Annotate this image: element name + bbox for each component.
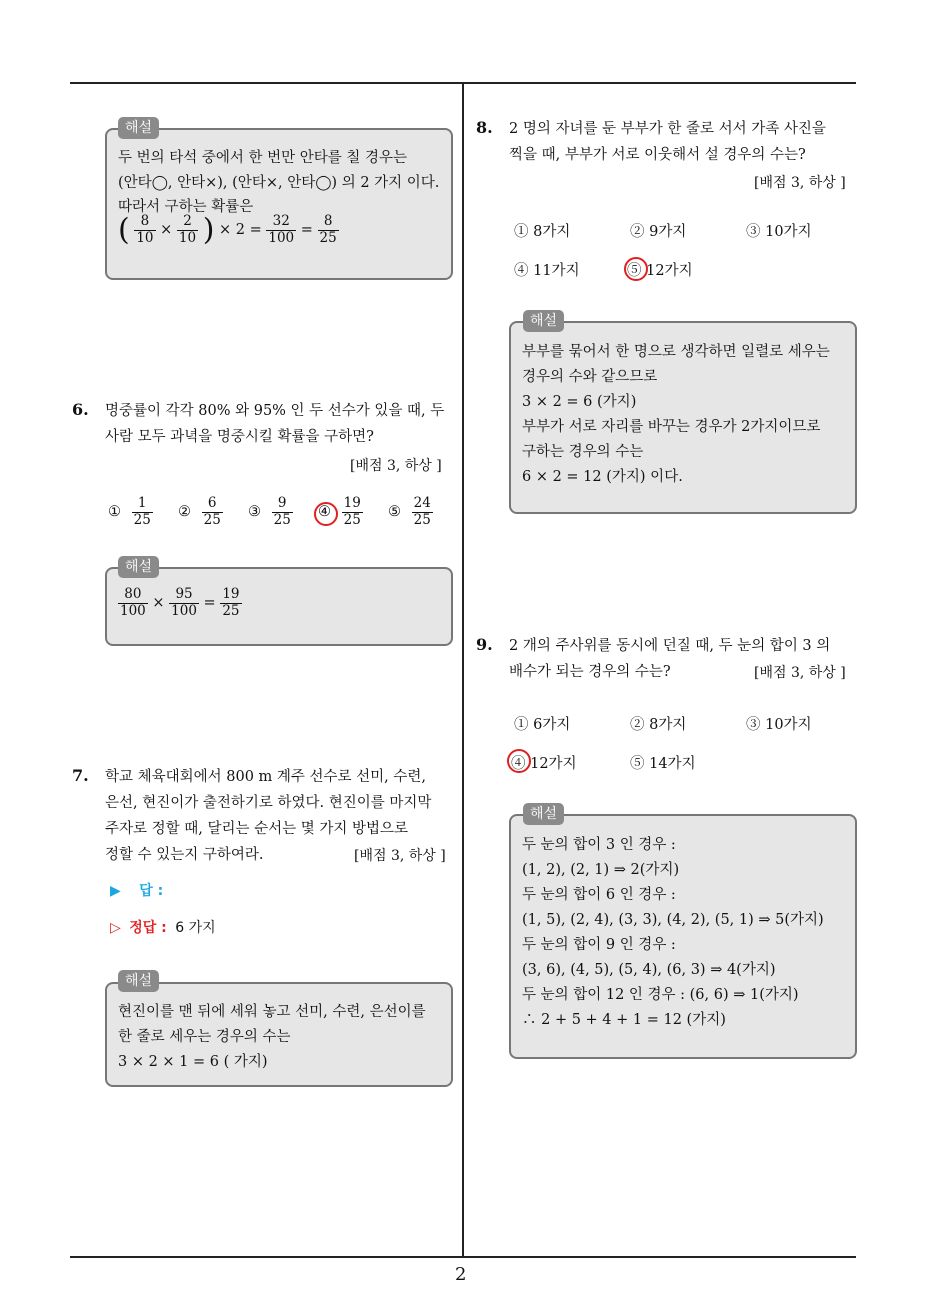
question-8-text: 2 명의 자녀를 둔 부부가 한 줄로 서서 가족 사진을 찍을 때, 부부가 서로 이웃해서 설 경우의 수는? (509, 121, 826, 163)
fraction: $\frac{2}{10}$ (178, 213, 197, 246)
q6-answer-circle-mark (314, 502, 338, 526)
q9-explanation-text: 두 눈의 합이 3 인 경우 : (1, 2), (2, 1) ⇒ 2(가지) 두 눈의 합이 6 인 경우 : (1, 5), (2, 4), (3, 3), (4, 2), (5, 1) ⇒ 5(가지) 두 눈의 합이 9 인 경우 : (3, 6), (4, 5), (5, 4), (6, 3) ⇒ 4(가지) 두 눈의 합이 12 인 경우 : (6, 6) ⇒ 1(가지) ∴ 2 + 5 + 4 + 1 = 12 (가지) (522, 837, 824, 1028)
q7-explanation-tag: 해설 (118, 970, 159, 992)
q9-option-4[interactable]: ④ 12가지 (511, 756, 577, 772)
question-8-number: 8. (476, 118, 493, 137)
q6-option-1[interactable]: ① $\frac{1}{25}$ (108, 495, 151, 528)
question-6-text: 명중률이 각각 80% 와 95% 인 두 선수가 있을 때, 두 사람 모두 과녁을 명중시킬 확률을 구하면? (105, 403, 445, 445)
q7-explanation-text: 현진이를 맨 뒤에 세워 놓고 선미, 수련, 은선이를 한 줄로 세우는 경우의 수는 3 × 2 × 1 = 6 ( 가지) (118, 1004, 426, 1070)
question-9-number: 9. (476, 635, 493, 654)
q8-option-5[interactable]: ⑤ 12가지 (627, 263, 693, 279)
q8-option-4[interactable]: ④ 11가지 (514, 263, 580, 279)
q5-explanation-tag: 해설 (118, 117, 159, 139)
bottom-rule (70, 1256, 856, 1258)
question-8-score: [배점 3, 하상 ] (754, 175, 846, 191)
column-divider (462, 83, 464, 1257)
q7-correct-row (110, 917, 216, 937)
q8-explanation-tag: 해설 (523, 310, 564, 332)
correct-answer-value: 6 가지 (175, 920, 216, 936)
q6-option-5[interactable]: ⑤ $\frac{24}{25}$ (388, 495, 431, 528)
explanation-line: (안타◯, 안타×), (안타×, 안타◯) 의 2 가지 이다. (118, 175, 440, 191)
outline-triangle-icon: ▷ (110, 920, 121, 936)
play-triangle-icon: ▶ (110, 883, 121, 899)
fraction: $\frac{8}{25}$ (319, 213, 337, 246)
q9-answer-circle-mark (507, 749, 531, 773)
question-6-score: [배점 3, 하상 ] (350, 458, 442, 474)
fraction: $\frac{8}{10}$ (136, 213, 154, 246)
fraction: $\frac{32}{100}$ (268, 213, 295, 246)
explanation-line: 따라서 구하는 확률은 (118, 199, 254, 215)
q6-explanation-tag: 해설 (118, 556, 159, 578)
q5-explanation-text (118, 146, 439, 246)
q9-explanation-tag: 해설 (523, 803, 564, 825)
answer-label: 답 : (139, 883, 164, 899)
q8-explanation-text: 부부를 묶어서 한 명으로 생각하면 일렬로 세우는 경우의 수와 같으므로 3 × 2 = 6 (가지) 부부가 서로 자리를 바꾸는 경우가 2가지이므로 구하는 경우의 수는 6 × 2 = 12 (가지) 이다. (522, 344, 830, 485)
question-7-score: [배점 3, 하상 ] (354, 848, 446, 864)
question-9-score: [배점 3, 하상 ] (754, 665, 846, 681)
q9-option-5[interactable]: ⑤ 14가지 (630, 756, 696, 772)
q7-answer-row (110, 880, 163, 900)
q5-formula: ( $\frac{8}{10}$ × $\frac{2}{10}$ ) × 2 = $\frac{32}{100}$ = $\frac{8}{25}$ (118, 212, 337, 248)
q9-option-3[interactable]: ③ 10가지 (746, 717, 812, 733)
q9-option-1[interactable]: ① 6가지 (514, 717, 571, 733)
q8-option-1[interactable]: ① 8가지 (514, 224, 571, 240)
question-7-text: 학교 체육대회에서 800 m 계주 선수로 선미, 수련, 은선, 현진이가 출전하기로 하였다. 현진이를 마지막 주자로 정할 때, 달리는 순서는 몇 가지 방법으로 정할 수 있는지 구하여라. (105, 769, 432, 863)
q6-explanation-formula: $\frac{80}{100}$ × $\frac{95}{100}$ = $\frac{19}{25}$ (120, 586, 240, 619)
question-7-number: 7. (72, 766, 89, 785)
q6-option-3[interactable]: ③ $\frac{9}{25}$ (248, 495, 291, 528)
q8-option-3[interactable]: ③ 10가지 (746, 224, 812, 240)
explanation-line: 두 번의 타석 중에서 한 번만 안타를 칠 경우는 (118, 150, 407, 166)
question-6-number: 6. (72, 400, 89, 419)
q6-option-2[interactable]: ② $\frac{6}{25}$ (178, 495, 221, 528)
q8-answer-circle-mark (624, 257, 648, 281)
q9-option-2[interactable]: ② 8가지 (630, 717, 687, 733)
q6-option-4[interactable]: ④ $\frac{19}{25}$ (318, 495, 361, 528)
correct-answer-label: 정답 : (129, 920, 167, 936)
question-9-text: 2 개의 주사위를 동시에 던질 때, 두 눈의 합이 3 의 배수가 되는 경우의 수는? (509, 638, 831, 680)
q8-option-2[interactable]: ② 9가지 (630, 224, 687, 240)
page-number: 2 (455, 1264, 467, 1285)
